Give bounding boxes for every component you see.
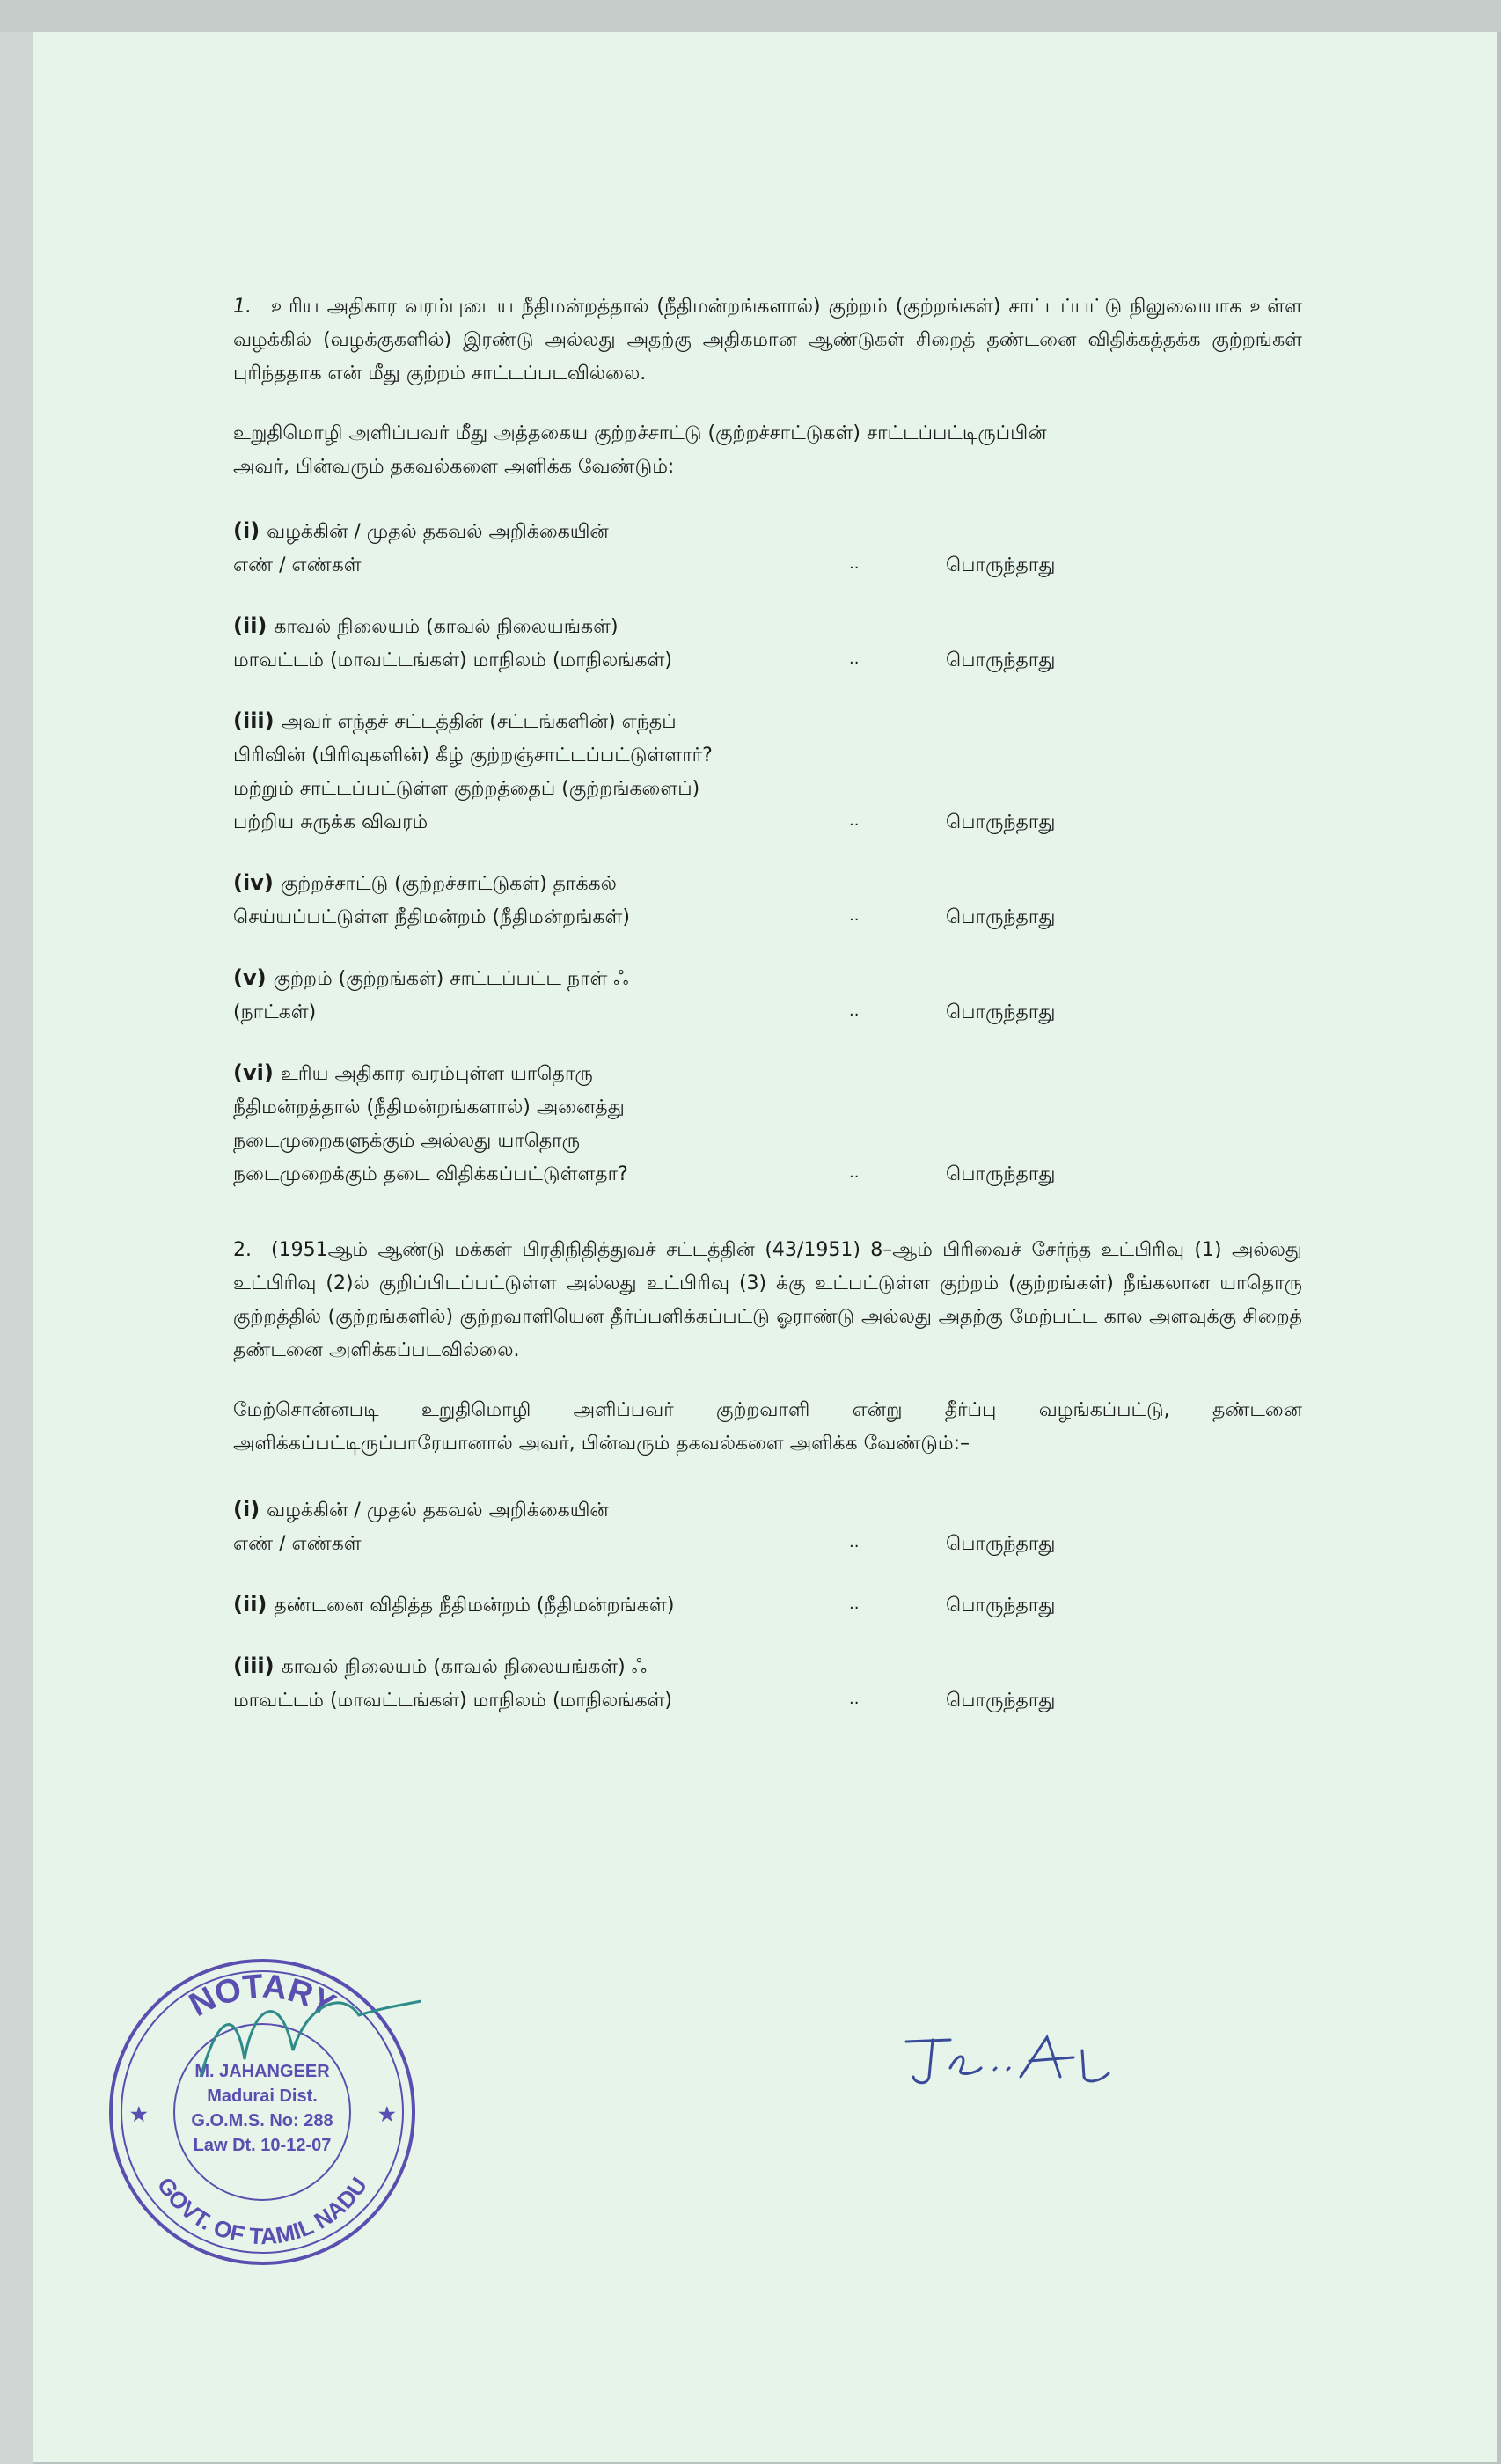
section-2-item-roman: (iii) — [233, 1654, 275, 1678]
section-2-item-dots: .. — [849, 1595, 860, 1613]
section-1-items — [233, 514, 1302, 1192]
section-1-item-dots: .. — [849, 649, 860, 668]
section-1-item-dots: .. — [849, 1001, 860, 1020]
section-2-number: 2. — [233, 1239, 252, 1261]
scan-top-border — [0, 0, 1501, 32]
section-2-item-dots: .. — [849, 1690, 860, 1708]
section-1-item-line: குற்றம் (குற்றங்கள்) சாட்டப்பட்ட நாள் ஃ — [273, 968, 629, 990]
notary-stamp — [104, 1954, 421, 2270]
stamp-star-left-icon: ★ — [130, 2103, 148, 2125]
section-1-item-roman: (ii) — [233, 613, 267, 638]
section-1-item-roman: (vi) — [233, 1060, 274, 1085]
section-2-text: (1951ஆம் ஆண்டு மக்கள் பிரதிநிதித்துவச் சட்டத்தின் (43/1951) 8–ஆம் பிரிவைச் சேர்ந்த உட்பிரிவு (1) அல்லது உட்பிரிவு (2)ல் குறிப்பிடப்பட்டுள்ள அல்லது உட்பிரிவு (3) க்கு உட்பட்டுள்ள குற்றம் (குற்றங்கள்) நீங்கலான யாதொரு குற்றத்தில் (குற்றங்களில்) குற்றவாளியென தீர்ப்பளிக்கப்பட்டு ஓராண்டு அல்லது அதற்கு மேற்பட்ட கால அளவுக்கு சிறைத் தண்டனை அளிக்கப்படவில்லை. — [233, 1239, 1302, 1361]
section-1-item-line: பற்றிய சுருக்க விவரம் — [233, 811, 428, 833]
section-1-number: 1. — [233, 296, 252, 318]
section-1-item-dots: .. — [849, 906, 860, 925]
section-2-item-roman: (ii) — [233, 1592, 267, 1617]
section-2-item-value: பொருந்தாது — [946, 1533, 1056, 1555]
section-1-intro: உறுதிமொழி அளிப்பவர் மீது அத்தகைய குற்றச்சாட்டு (குற்றச்சாட்டுகள்) சாட்டப்பட்டிருப்பின் அவர், பின்வரும் தகவல்களை அளிக்க வேண்டும்: — [233, 422, 1047, 478]
section-1-text: உரிய அதிகார வரம்புடைய நீதிமன்றத்தால் (நீதிமன்றங்களால்) குற்றம் (குற்றங்கள்) சாட்டப்பட்டு நிலுவையாக உள்ள வழக்கில் (வழக்குகளில்) இரண்டு அல்லது அதற்கு அதிகமான ஆண்டுகள் சிறைத் தண்டனை விதிக்கத்தக்க குற்றங்கள் புரிந்ததாக என் மீது குற்றம் சாட்டப்படவில்லை. — [233, 296, 1302, 385]
section-1-item-line: நடைமுறைகளுக்கும் அல்லது யாதொரு — [233, 1130, 581, 1152]
section-1-item-value: பொருந்தாது — [946, 906, 1056, 928]
section-1-item-label — [233, 866, 831, 935]
section-1-item-dots: .. — [849, 1163, 860, 1182]
section-1-item-label — [233, 1056, 831, 1192]
scan-left-border — [0, 32, 33, 2464]
section-1-item-line: (நாட்கள்) — [233, 1001, 317, 1023]
stamp-district: Madurai Dist. — [207, 2086, 318, 2106]
section-1-item-line: நீதிமன்றத்தால் (நீதிமன்றங்களால்) அனைத்து — [233, 1096, 625, 1118]
section-2-item-label — [233, 1492, 831, 1561]
section-1-item-roman: (i) — [233, 518, 260, 543]
section-1-item — [233, 704, 1302, 840]
signature — [897, 2015, 1161, 2094]
section-2-item-value: பொருந்தாது — [946, 1690, 1056, 1712]
section-2-item — [233, 1588, 1302, 1623]
section-2-paragraph — [233, 1234, 1302, 1368]
section-2-item-line: வழக்கின் / முதல் தகவல் அறிக்கையின் — [267, 1500, 609, 1522]
section-1-paragraph — [233, 290, 1302, 391]
section-1-item-line: மற்றும் சாட்டப்பட்டுள்ள குற்றத்தைப் (குற்றங்களைப்) — [233, 778, 700, 800]
section-1-item-line: குற்றச்சாட்டு (குற்றச்சாட்டுகள்) தாக்கல் — [280, 873, 617, 895]
section-2-item-line: மாவட்டம் (மாவட்டங்கள்) மாநிலம் (மாநிலங்கள்) — [233, 1690, 673, 1712]
section-1-item-label — [233, 704, 831, 840]
section-1-item-label — [233, 609, 831, 678]
section-1-item-line: அவர் எந்தச் சட்டத்தின் (சட்டங்களின்) எந்தப் — [281, 711, 677, 733]
section-1-item — [233, 961, 1302, 1030]
section-2-item-line: காவல் நிலையம் (காவல் நிலையங்கள்) ஃ — [281, 1656, 648, 1678]
section-2-items — [233, 1492, 1302, 1718]
section-1-item-line: நடைமுறைக்கும் தடை விதிக்கப்பட்டுள்ளதா? — [233, 1163, 628, 1185]
section-1-item-line: பிரிவின் (பிரிவுகளின்) கீழ் குற்றஞ்சாட்டப்பட்டுள்ளார்? — [233, 744, 713, 766]
section-1-item-label — [233, 961, 831, 1030]
section-2-item — [233, 1492, 1302, 1561]
section-2-item-label — [233, 1649, 831, 1718]
stamp-star-right-icon: ★ — [378, 2103, 396, 2125]
section-1-item — [233, 1056, 1302, 1192]
section-1-item-roman: (iii) — [233, 708, 275, 733]
section-1-item-line: வழக்கின் / முதல் தகவல் அறிக்கையின் — [267, 521, 609, 543]
stamp-goms: G.O.M.S. No: 288 — [191, 2111, 333, 2130]
section-1-item-value: பொருந்தாது — [946, 1001, 1056, 1023]
section-1-item-line: காவல் நிலையம் (காவல் நிலையங்கள்) — [274, 616, 619, 638]
section-2-item-line: தண்டனை விதித்த நீதிமன்றம் (நீதிமன்றங்கள்) — [274, 1595, 675, 1617]
section-1-item-line: மாவட்டம் (மாவட்டங்கள்) மாநிலம் (மாநிலங்கள்) — [233, 649, 673, 671]
section-1-item-line: உரிய அதிகார வரம்புள்ள யாதொரு — [280, 1063, 593, 1085]
section-2-item-dots: .. — [849, 1533, 860, 1551]
section-1-item-line: எண் / எண்கள் — [233, 554, 362, 576]
section-2-item-value: பொருந்தாது — [946, 1595, 1056, 1617]
section-2-item — [233, 1649, 1302, 1718]
section-1-item-value: பொருந்தாது — [946, 811, 1056, 833]
section-2-item-line: எண் / எண்கள் — [233, 1533, 362, 1555]
stamp-name: M. JAHANGEER — [194, 2062, 330, 2081]
section-1-item — [233, 609, 1302, 678]
section-1-item-value: பொருந்தாது — [946, 649, 1056, 671]
stamp-law: Law Dt. 10-12-07 — [193, 2136, 332, 2155]
section-2-item-roman: (i) — [233, 1497, 260, 1522]
section-1-item-label — [233, 514, 831, 583]
section-1-item-value: பொருந்தாது — [946, 554, 1056, 576]
section-1-item-dots: .. — [849, 554, 860, 573]
section-1-item-roman: (v) — [233, 965, 267, 990]
section-1-item — [233, 514, 1302, 583]
section-2-item-label — [233, 1588, 831, 1623]
section-2-intro: மேற்சொன்னபடி உறுதிமொழி அளிப்பவர் குற்றவாளி என்று தீர்ப்பு வழங்கப்பட்டு, தண்டனை அளிக்கப்பட்டிருப்பாரேயானால் அவர், பின்வரும் தகவல்களை அளிக்க வேண்டும்:– — [233, 1399, 1302, 1455]
affidavit-content — [233, 290, 1302, 1718]
section-1-item — [233, 866, 1302, 935]
section-1-item-roman: (iv) — [233, 870, 274, 895]
section-1-item-value: பொருந்தாது — [946, 1163, 1056, 1185]
stamp-bottom-text: GOVT. OF TAMIL NADU — [151, 2172, 373, 2250]
section-1-item-dots: .. — [849, 811, 860, 830]
stamp-top-text: NOTARY — [183, 1968, 341, 2025]
section-1-item-line: செய்யப்பட்டுள்ள நீதிமன்றம் (நீதிமன்றங்கள்) — [233, 906, 630, 928]
